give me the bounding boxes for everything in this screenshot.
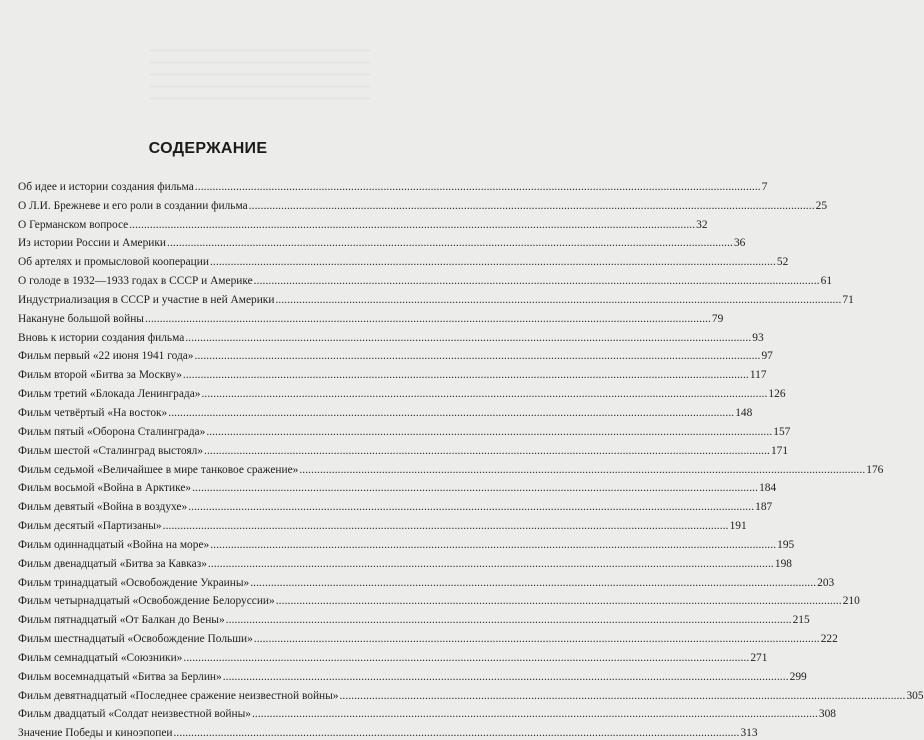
toc-entry-title: Фильм пятнадцатый «От Балкан до Вены» — [18, 614, 225, 627]
toc-entry-title: Фильм двадцатый «Солдат неизвестной войны» — [18, 708, 251, 721]
toc-entry-page: 117 — [749, 369, 767, 382]
dot-leader — [254, 632, 820, 646]
toc-entry-page: 215 — [792, 614, 810, 627]
toc-entry-title: Фильм шестой «Сталинград выстоял» — [18, 444, 204, 457]
toc-entry-title: Фильм первый «22 июня 1941 года» — [18, 350, 194, 363]
toc-entry-page: 184 — [759, 482, 777, 495]
dot-leader — [163, 519, 729, 533]
toc-entry — [18, 232, 746, 251]
dot-leader — [249, 199, 815, 213]
toc-entry — [18, 439, 789, 458]
toc-entry-title: Фильм двенадцатый «Битва за Кавказ» — [18, 557, 207, 570]
dot-leader — [206, 425, 772, 439]
toc-entry — [18, 345, 773, 364]
toc-entry-title: Фильм десятый «Партизаны» — [18, 520, 162, 533]
toc-entry-page: 198 — [774, 557, 792, 570]
toc-entry — [18, 213, 708, 232]
toc-entry — [18, 684, 924, 703]
dot-leader — [223, 670, 789, 684]
dot-leader — [183, 368, 749, 382]
toc-entry — [18, 250, 789, 269]
toc-entry-title: О голоде в 1932—1933 годах в СССР и Америке — [18, 275, 253, 288]
dot-leader — [195, 180, 761, 194]
toc-entry-title: Фильм четырнадцатый «Освобождение Белоруссии» — [18, 595, 275, 608]
toc-entry-title: Фильм тринадцатый «Освобождение Украины» — [18, 576, 250, 589]
dot-leader — [254, 274, 820, 288]
toc-entry-title: Фильм четвёртый «На восток» — [18, 406, 168, 419]
toc-entry — [18, 194, 828, 213]
toc-entry-page: 79 — [711, 312, 724, 325]
toc-entry-page: 126 — [768, 388, 786, 401]
toc-entry — [18, 458, 884, 477]
dot-leader — [252, 707, 818, 721]
dot-leader — [145, 312, 711, 326]
dot-leader — [339, 689, 905, 703]
toc-entry — [18, 590, 860, 609]
dot-leader — [299, 463, 865, 477]
toc-entry-title: Фильм семнадцатый «Союзники» — [18, 651, 183, 664]
toc-entry-page: 191 — [729, 520, 747, 533]
toc-entry — [18, 608, 810, 627]
toc-entry-title: Накануне большой войны — [18, 312, 144, 325]
dot-leader — [210, 255, 776, 269]
toc-entry — [18, 401, 753, 420]
toc-entry-page: 203 — [817, 576, 835, 589]
toc-entry-title: Фильм одиннадцатый «Война на море» — [18, 538, 210, 551]
toc-entry — [18, 307, 724, 326]
toc-entry-page: 7 — [761, 180, 768, 193]
toc-entry — [18, 269, 833, 288]
toc-entry-page: 299 — [789, 670, 807, 683]
toc-entry — [18, 552, 792, 571]
toc-entry-title: Фильм второй «Битва за Москву» — [18, 369, 182, 382]
toc-entry-title: Фильм девятый «Война в воздухе» — [18, 501, 188, 514]
show-through-print — [150, 40, 370, 120]
toc-entry — [18, 533, 795, 552]
toc-entry-page: 36 — [733, 237, 746, 250]
toc-entry-title: Об идее и истории создания фильма — [18, 180, 194, 193]
dot-leader — [195, 349, 761, 363]
dot-leader — [167, 236, 733, 250]
toc-entry-page: 271 — [750, 651, 768, 664]
dot-leader — [192, 481, 758, 495]
toc-entry-title: Об артелях и промысловой кооперации — [18, 256, 209, 269]
toc-entry — [18, 627, 838, 646]
page-heading: СОДЕРЖАНИЕ — [148, 140, 268, 157]
dot-leader — [183, 651, 749, 665]
toc-entry-page: 25 — [815, 199, 828, 212]
toc-entry-page: 61 — [820, 275, 833, 288]
toc-entry-title: О Германском вопросе — [18, 218, 129, 231]
toc-entry-title: Индустриализация в СССР и участие в ней Америки — [18, 293, 275, 306]
dot-leader — [276, 594, 842, 608]
toc-entry — [18, 477, 777, 496]
toc-entry-title: Из истории России и Америки — [18, 237, 167, 250]
toc-entry-page: 171 — [770, 444, 789, 457]
toc-entry-page: 52 — [776, 256, 789, 269]
toc-entry-page: 32 — [696, 218, 708, 231]
toc-entry — [18, 646, 768, 665]
toc-entry-page: 93 — [752, 331, 764, 344]
toc-entry-page: 195 — [777, 538, 795, 551]
dot-leader — [210, 538, 776, 552]
toc-entry — [18, 495, 773, 514]
dot-leader — [168, 406, 734, 420]
table-of-contents — [18, 175, 924, 740]
toc-entry-page: 305 — [906, 689, 924, 702]
dot-leader — [208, 557, 774, 571]
toc-entry — [18, 363, 767, 382]
toc-entry — [18, 382, 786, 401]
toc-entry-page: 176 — [866, 463, 884, 476]
toc-entry — [18, 703, 836, 722]
toc-entry-title: Фильм пятый «Оборона Сталинграда» — [18, 425, 206, 438]
dot-leader — [173, 726, 739, 740]
toc-entry-page: 222 — [820, 633, 838, 646]
dot-leader — [201, 387, 767, 401]
toc-entry-page: 97 — [761, 350, 773, 363]
toc-entry — [18, 665, 807, 684]
dot-leader — [275, 293, 841, 307]
toc-entry-title: О Л.И. Брежневе и его роли в создании фильма — [18, 199, 248, 212]
dot-leader — [185, 331, 751, 345]
toc-entry — [18, 571, 835, 590]
toc-entry-title: Фильм восьмой «Война в Арктике» — [18, 482, 192, 495]
toc-entry — [18, 420, 791, 439]
dot-leader — [250, 576, 816, 590]
toc-entry-title: Фильм девятнадцатый «Последнее сражение неизвестной войны» — [18, 689, 339, 702]
toc-entry-title: Фильм седьмой «Величайшее в мире танковое сражение» — [18, 463, 299, 476]
toc-entry-page: 210 — [842, 595, 860, 608]
toc-entry — [18, 721, 758, 740]
toc-entry-page: 313 — [740, 727, 758, 740]
dot-leader — [226, 613, 792, 627]
toc-entry-title: Фильм третий «Блокада Ленинграда» — [18, 388, 201, 401]
toc-entry — [18, 175, 768, 194]
dot-leader — [129, 218, 695, 232]
toc-entry-title: Вновь к истории создания фильма — [18, 331, 185, 344]
toc-entry-page: 308 — [818, 708, 836, 721]
toc-entry-title: Значение Победы и киноэпопеи — [18, 727, 173, 740]
toc-entry-page: 187 — [755, 501, 773, 514]
toc-entry-title: Фильм восемнадцатый «Битва за Берлин» — [18, 670, 222, 683]
toc-entry-page: 157 — [773, 425, 791, 438]
toc-entry — [18, 514, 747, 533]
dot-leader — [204, 444, 770, 458]
toc-entry — [18, 288, 854, 307]
toc-entry-title: Фильм шестнадцатый «Освобождение Польши» — [18, 633, 253, 646]
toc-entry-page: 71 — [842, 293, 854, 306]
toc-entry-page: 148 — [735, 406, 753, 419]
toc-entry — [18, 326, 764, 345]
dot-leader — [188, 500, 754, 514]
